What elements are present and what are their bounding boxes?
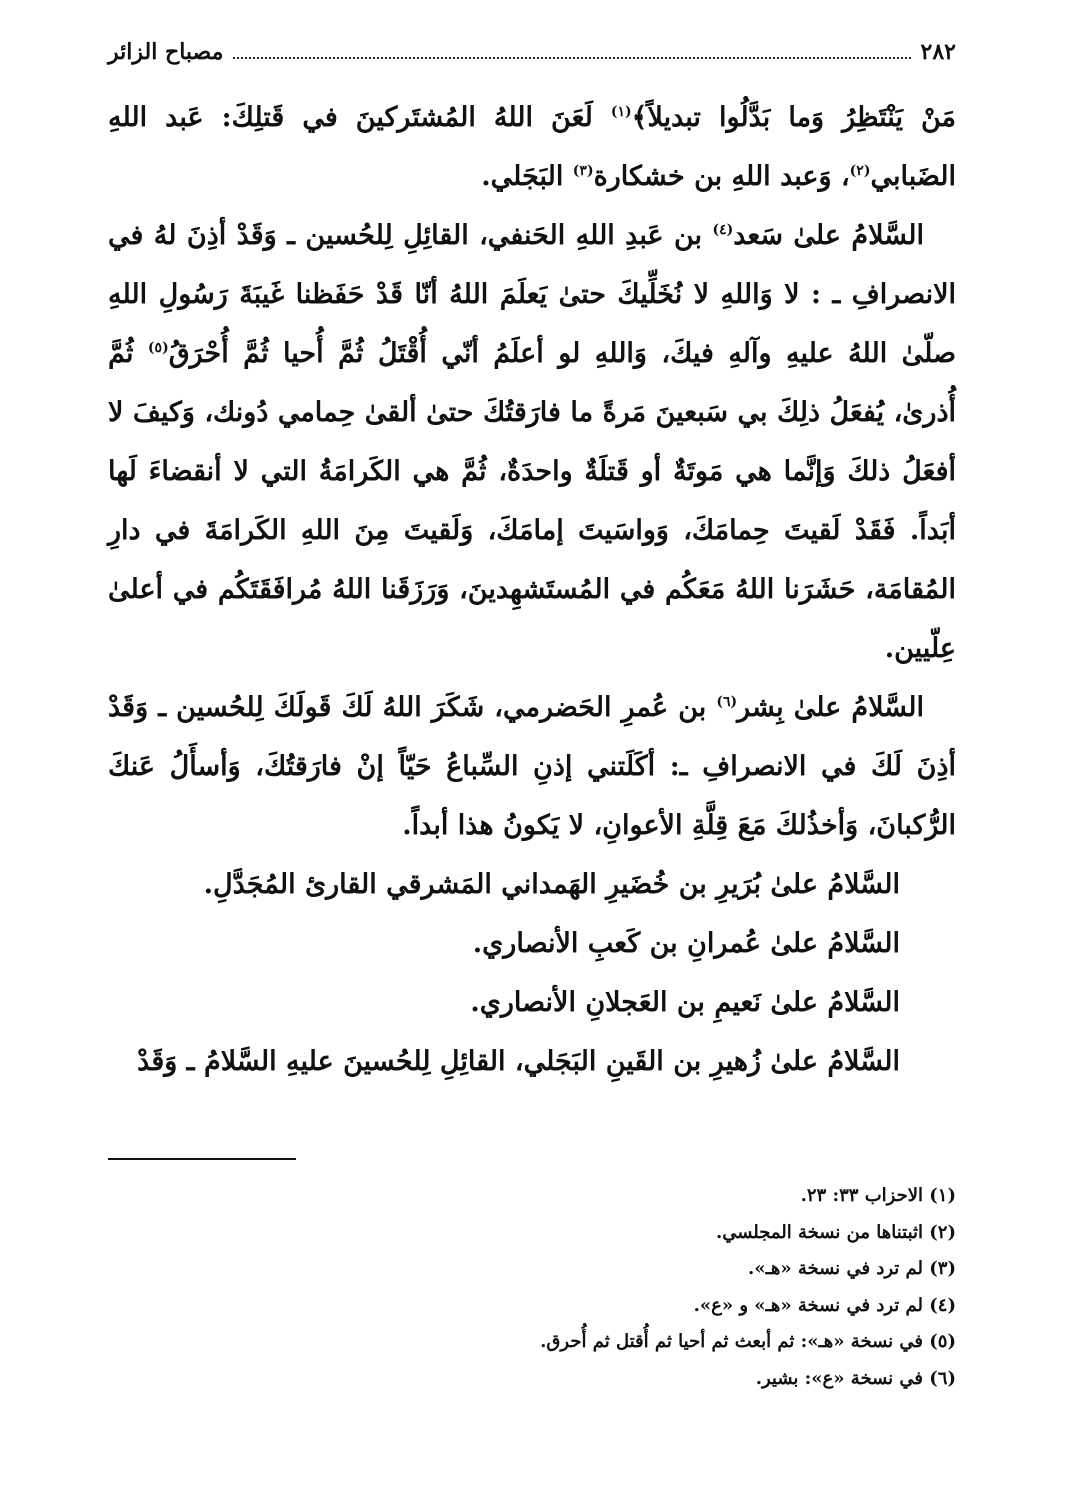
greeting-imran: السَّلامُ علىٰ عُمرانِ بن كَعبِ الأنصاري.	[472, 928, 900, 959]
text-run: ، وَعبد اللهِ بن خشكارة	[593, 161, 850, 192]
text-run: السَّلامُ علىٰ سَعد	[733, 220, 924, 251]
footnote-ref-1: (١)	[610, 104, 632, 120]
footnote-ref-5: (٥)	[147, 340, 169, 356]
footnote-1: (١) الاحزاب ٣٣: ٢٣.	[800, 1185, 956, 1206]
text-run: لَعَنَ اللهُ المُشتَركينَ في قَتلِكَ: عَبد اللهِ الضَبابي	[108, 102, 956, 192]
greeting-burayr: السَّلامُ علىٰ بُرَيرِ بن خُضَيرِ الهَمداني المَشرقي القارئ المُجَدَّلِ.	[203, 869, 900, 900]
footnote-ref-4: (٤)	[712, 222, 734, 238]
footnote-3: (٣) لم ترد في نسخة «هـ».	[748, 1258, 956, 1279]
text-run: ثُمَّ أُذرىٰ، يُفعَلُ ذلِكَ بي سَبعينَ مَرةً ما فارَقتُكَ حتىٰ ألقىٰ حِمامي دُونك، وَكيفَ لا أفعَلُ ذلكَ وَإنَّما هي مَوتَةٌ أو قَتلَةٌ واحدَةٌ، ثُمَّ هي الكَرامَةُ التي لا أنقضاءَ لَها أبَداً. فَقَدْ لَقيتَ حِمامَكَ، وَواسَيتَ إمامَكَ، وَلَقيتَ مِنَ اللهِ الكَرامَةَ في دارِ المُقامَة، حَشَرَنا اللهُ مَعَكُم في المُستَشهِدينَ، وَرَزَقَنا اللهُ مُرافَقَتَكُم في أعلىٰ عِلّيين.	[108, 338, 956, 664]
footnote-ref-6: (٦)	[716, 694, 738, 710]
text-run: بن عُمرِ الحَضرمي، شَكَرَ اللهُ لَكَ قَولَكَ لِلحُسين ـ وَقَدْ أذِنَ لَكَ في الانصرافِ ـ: أكَلَتني إذنِ السِّباعُ حَيّاً إنْ فارَقتُكَ، وَأسأَلُ عَنكَ الرُّكبانَ، وَأخذُلكَ مَعَ قِلَّةِ الأعوانِ، لا يَكونُ هذا أبداً.	[108, 692, 956, 841]
greeting-naim: السَّلامُ علىٰ نَعيمِ بن العَجلانِ الأنصاري.	[470, 987, 900, 1018]
footnote-ref-3: (٣)	[572, 163, 594, 179]
footnotes	[108, 1178, 956, 1397]
header-leader-dots	[233, 56, 910, 59]
footnote-6: (٦) في نسخة «ع»: بشير.	[755, 1367, 956, 1389]
greeting-zuhayr: السَّلامُ علىٰ زُهيرِ بن القَينِ البَجَلي، القائِلِ لِلحُسينَ عليهِ السَّلامُ ـ وَقَدْ	[137, 1046, 900, 1077]
text-run: مَنْ يَنْتَظِرُ وَما بَدَّلُوا تبديلاً﴾	[631, 102, 957, 133]
running-header	[108, 30, 956, 74]
footnote-separator	[108, 1158, 296, 1160]
book-title: مصباح الزائر	[108, 39, 224, 65]
footnote-2: (٢) اثبتناها من نسخة المجلسي.	[715, 1221, 956, 1243]
footnote-5: (٥) في نسخة «هـ»: ثم أبعث ثم أحيا ثم أُقتل ثم أُحرق.	[540, 1331, 956, 1352]
paragraph-continuation	[108, 88, 956, 206]
text-run: السَّلامُ علىٰ بِشر	[737, 692, 924, 723]
footnote-4: (٤) لم ترد في نسخة «هـ» و «ع».	[693, 1294, 956, 1316]
paragraph-bishr	[108, 678, 956, 855]
footnote-ref-2: (٢)	[849, 163, 871, 179]
main-text	[108, 88, 956, 1091]
text-run: البَجَلي.	[481, 161, 573, 192]
text-run: بن عَبدِ اللهِ الحَنفي، القائِلِ لِلحُسين ـ وَقَدْ أذِنَ لهُ في الانصرافِ ـ : لا وَاللهِ لا نُخَلِّيكَ حتىٰ يَعلَمَ اللهُ أنّا قَدْ حَفَظنا غَيبَةَ رَسُولِ اللهِ صلّىٰ اللهُ عليهِ وآلهِ فيكَ، وَاللهِ لو أعلَمُ أنّي أُقْتَلُ ثُمَّ أُحيا ثُمَّ أُحْرَقُ	[108, 220, 956, 369]
page-number: ٢٨٢	[920, 39, 956, 65]
document-page	[108, 30, 957, 1389]
paragraph-saad	[108, 206, 956, 678]
